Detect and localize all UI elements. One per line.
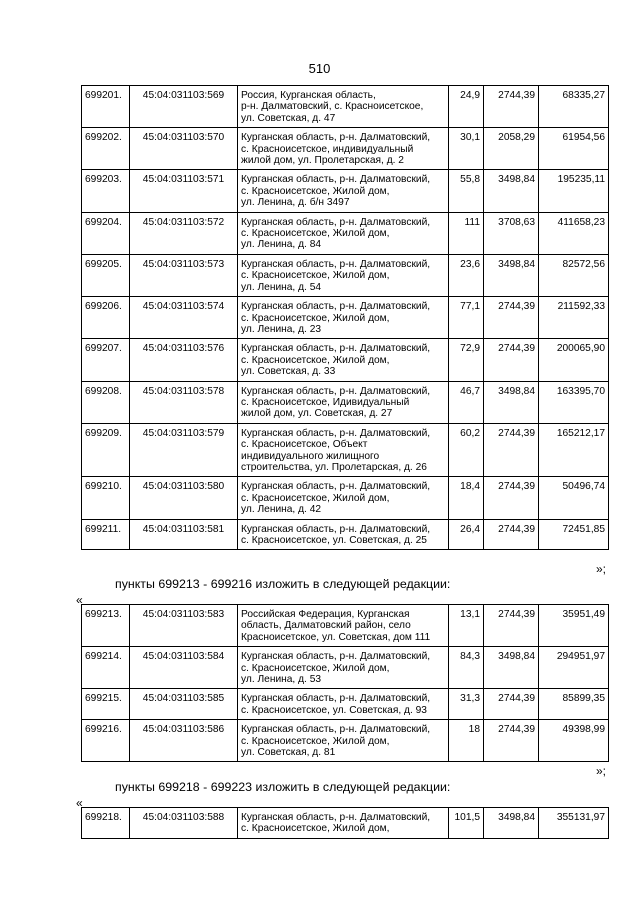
- rate-cell: 2744,39: [484, 689, 539, 720]
- area-cell: 18: [449, 720, 484, 762]
- cadastral-cost-cell: 50496,74: [539, 477, 609, 519]
- address-cell: Курганская область, р-н. Далматовский, с. Красноисетское, Жилой дом, ул. Ленина, д. б/н 3497: [238, 170, 449, 212]
- rate-cell: 2744,39: [484, 477, 539, 519]
- area-cell: 18,4: [449, 477, 484, 519]
- cadastral-cost-cell: 72451,85: [539, 519, 609, 550]
- row-number-cell: 699211.: [82, 519, 130, 550]
- cadastral-number-cell: 45:04:031103:571: [130, 170, 238, 212]
- table-row: [82, 339, 609, 381]
- rate-cell: 3498,84: [484, 647, 539, 689]
- cadastral-number-cell: 45:04:031103:569: [130, 86, 238, 128]
- row-number-cell: 699209.: [82, 423, 130, 477]
- rate-cell: 3708,63: [484, 212, 539, 254]
- rate-cell: 3498,84: [484, 808, 539, 839]
- table-row: [82, 212, 609, 254]
- area-cell: 60,2: [449, 423, 484, 477]
- cadastral-number-cell: 45:04:031103:585: [130, 689, 238, 720]
- rate-cell: 3498,84: [484, 254, 539, 296]
- cadastral-number-cell: 45:04:031103:570: [130, 128, 238, 170]
- address-cell: Курганская область, р-н. Далматовский, с. Красноисетское, Жилой дом,: [238, 808, 449, 839]
- area-cell: 111: [449, 212, 484, 254]
- address-cell: Курганская область, р-н. Далматовский, с. Красноисетское, индивидуальный жилой дом, ул. Пролетарская, д. 2: [238, 128, 449, 170]
- address-cell: Курганская область, р-н. Далматовский, с. Красноисетское, ул. Советская, д. 93: [238, 689, 449, 720]
- cadastral-cost-cell: 61954,56: [539, 128, 609, 170]
- cadastral-cost-cell: 200065,90: [539, 339, 609, 381]
- table-row: [82, 254, 609, 296]
- row-number-cell: 699206.: [82, 297, 130, 339]
- row-number-cell: 699213.: [82, 605, 130, 647]
- cadastral-cost-cell: 85899,35: [539, 689, 609, 720]
- cadastral-number-cell: 45:04:031103:586: [130, 720, 238, 762]
- address-cell: Курганская область, р-н. Далматовский, с. Красноисетское, Идивидуальный жилой дом, ул. Советская, д. 27: [238, 381, 449, 423]
- area-cell: 84,3: [449, 647, 484, 689]
- table-row: [82, 689, 609, 720]
- cadastral-cost-cell: 82572,56: [539, 254, 609, 296]
- cadastral-cost-cell: 195235,11: [539, 170, 609, 212]
- area-cell: 31,3: [449, 689, 484, 720]
- row-number-cell: 699210.: [82, 477, 130, 519]
- cadastral-number-cell: 45:04:031103:583: [130, 605, 238, 647]
- cadastral-number-cell: 45:04:031103:572: [130, 212, 238, 254]
- area-cell: 26,4: [449, 519, 484, 550]
- area-cell: 24,9: [449, 86, 484, 128]
- address-cell: Россия, Курганская область, р-н. Далматовский, с. Красноисетское, ул. Советская, д. 47: [238, 86, 449, 128]
- amendment-instruction-2: пункты 699218 - 699223 изложить в следующей редакции:: [115, 780, 451, 794]
- table-row: [82, 128, 609, 170]
- cadastral-number-cell: 45:04:031103:576: [130, 339, 238, 381]
- cadastral-cost-cell: 163395,70: [539, 381, 609, 423]
- cadastral-number-cell: 45:04:031103:581: [130, 519, 238, 550]
- row-number-cell: 699201.: [82, 86, 130, 128]
- cadastral-number-cell: 45:04:031103:574: [130, 297, 238, 339]
- address-cell: Курганская область, р-н. Далматовский, с. Красноисетское, Жилой дом, ул. Ленина, д. 53: [238, 647, 449, 689]
- closing-quote-2: »;: [595, 764, 606, 778]
- address-cell: Курганская область, р-н. Далматовский, с. Красноисетское, Жилой дом, ул. Ленина, д. 42: [238, 477, 449, 519]
- closing-quote-1: »;: [595, 562, 606, 576]
- area-cell: 30,1: [449, 128, 484, 170]
- rate-cell: 2744,39: [484, 423, 539, 477]
- row-number-cell: 699208.: [82, 381, 130, 423]
- rate-cell: 2744,39: [484, 339, 539, 381]
- area-cell: 13,1: [449, 605, 484, 647]
- cadastral-table-3: [81, 807, 609, 839]
- cadastral-number-cell: 45:04:031103:578: [130, 381, 238, 423]
- row-number-cell: 699207.: [82, 339, 130, 381]
- rate-cell: 3498,84: [484, 381, 539, 423]
- cadastral-number-cell: 45:04:031103:579: [130, 423, 238, 477]
- cadastral-cost-cell: 49398,99: [539, 720, 609, 762]
- cadastral-number-cell: 45:04:031103:580: [130, 477, 238, 519]
- address-cell: Курганская область, р-н. Далматовский, с. Красноисетское, Жилой дом, ул. Ленина, д. 84: [238, 212, 449, 254]
- rate-cell: 2744,39: [484, 519, 539, 550]
- address-cell: Курганская область, р-н. Далматовский, с. Красноисетское, Жилой дом, ул. Ленина, д. 23: [238, 297, 449, 339]
- address-cell: Курганская область, р-н. Далматовский, с. Красноисетское, Объект индивидуального жилищного строительства, ул. Пролетарская, д. 26: [238, 423, 449, 477]
- cadastral-cost-cell: 294951,97: [539, 647, 609, 689]
- rate-cell: 3498,84: [484, 170, 539, 212]
- table-row: [82, 808, 609, 839]
- address-cell: Курганская область, р-н. Далматовский, с. Красноисетское, Жилой дом, ул. Советская, д. 81: [238, 720, 449, 762]
- opening-quote-2: «: [76, 796, 83, 810]
- area-cell: 101,5: [449, 808, 484, 839]
- cadastral-cost-cell: 165212,17: [539, 423, 609, 477]
- table-row: [82, 423, 609, 477]
- table-row: [82, 170, 609, 212]
- cadastral-number-cell: 45:04:031103:588: [130, 808, 238, 839]
- rate-cell: 2744,39: [484, 297, 539, 339]
- row-number-cell: 699215.: [82, 689, 130, 720]
- table-row: [82, 519, 609, 550]
- row-number-cell: 699216.: [82, 720, 130, 762]
- area-cell: 55,8: [449, 170, 484, 212]
- address-cell: Российская Федерация, Курганская область, Далматовский район, село Красноисетское, ул. Советская, дом 111: [238, 605, 449, 647]
- row-number-cell: 699204.: [82, 212, 130, 254]
- area-cell: 72,9: [449, 339, 484, 381]
- area-cell: 77,1: [449, 297, 484, 339]
- amendment-instruction-1: пункты 699213 - 699216 изложить в следующей редакции:: [115, 577, 451, 591]
- cadastral-table-2: [81, 604, 609, 762]
- rate-cell: 2744,39: [484, 86, 539, 128]
- table-row: [82, 605, 609, 647]
- address-cell: Курганская область, р-н. Далматовский, с. Красноисетское, ул. Советская, д. 25: [238, 519, 449, 550]
- table-row: [82, 477, 609, 519]
- table-row: [82, 297, 609, 339]
- address-cell: Курганская область, р-н. Далматовский, с. Красноисетское, Жилой дом, ул. Ленина, д. 54: [238, 254, 449, 296]
- table-row: [82, 381, 609, 423]
- table-row: [82, 86, 609, 128]
- cadastral-cost-cell: 35951,49: [539, 605, 609, 647]
- table-row: [82, 720, 609, 762]
- cadastral-cost-cell: 68335,27: [539, 86, 609, 128]
- area-cell: 23,6: [449, 254, 484, 296]
- cadastral-number-cell: 45:04:031103:584: [130, 647, 238, 689]
- cadastral-cost-cell: 411658,23: [539, 212, 609, 254]
- row-number-cell: 699202.: [82, 128, 130, 170]
- rate-cell: 2058,29: [484, 128, 539, 170]
- table-row: [82, 647, 609, 689]
- opening-quote-1: «: [76, 593, 83, 607]
- rate-cell: 2744,39: [484, 720, 539, 762]
- address-cell: Курганская область, р-н. Далматовский, с. Красноисетское, Жилой дом, ул. Советская, д. 33: [238, 339, 449, 381]
- row-number-cell: 699205.: [82, 254, 130, 296]
- row-number-cell: 699203.: [82, 170, 130, 212]
- area-cell: 46,7: [449, 381, 484, 423]
- rate-cell: 2744,39: [484, 605, 539, 647]
- row-number-cell: 699214.: [82, 647, 130, 689]
- row-number-cell: 699218.: [82, 808, 130, 839]
- cadastral-table-1: [81, 85, 609, 550]
- cadastral-number-cell: 45:04:031103:573: [130, 254, 238, 296]
- cadastral-cost-cell: 355131,97: [539, 808, 609, 839]
- page-number: 510: [308, 61, 331, 76]
- cadastral-cost-cell: 211592,33: [539, 297, 609, 339]
